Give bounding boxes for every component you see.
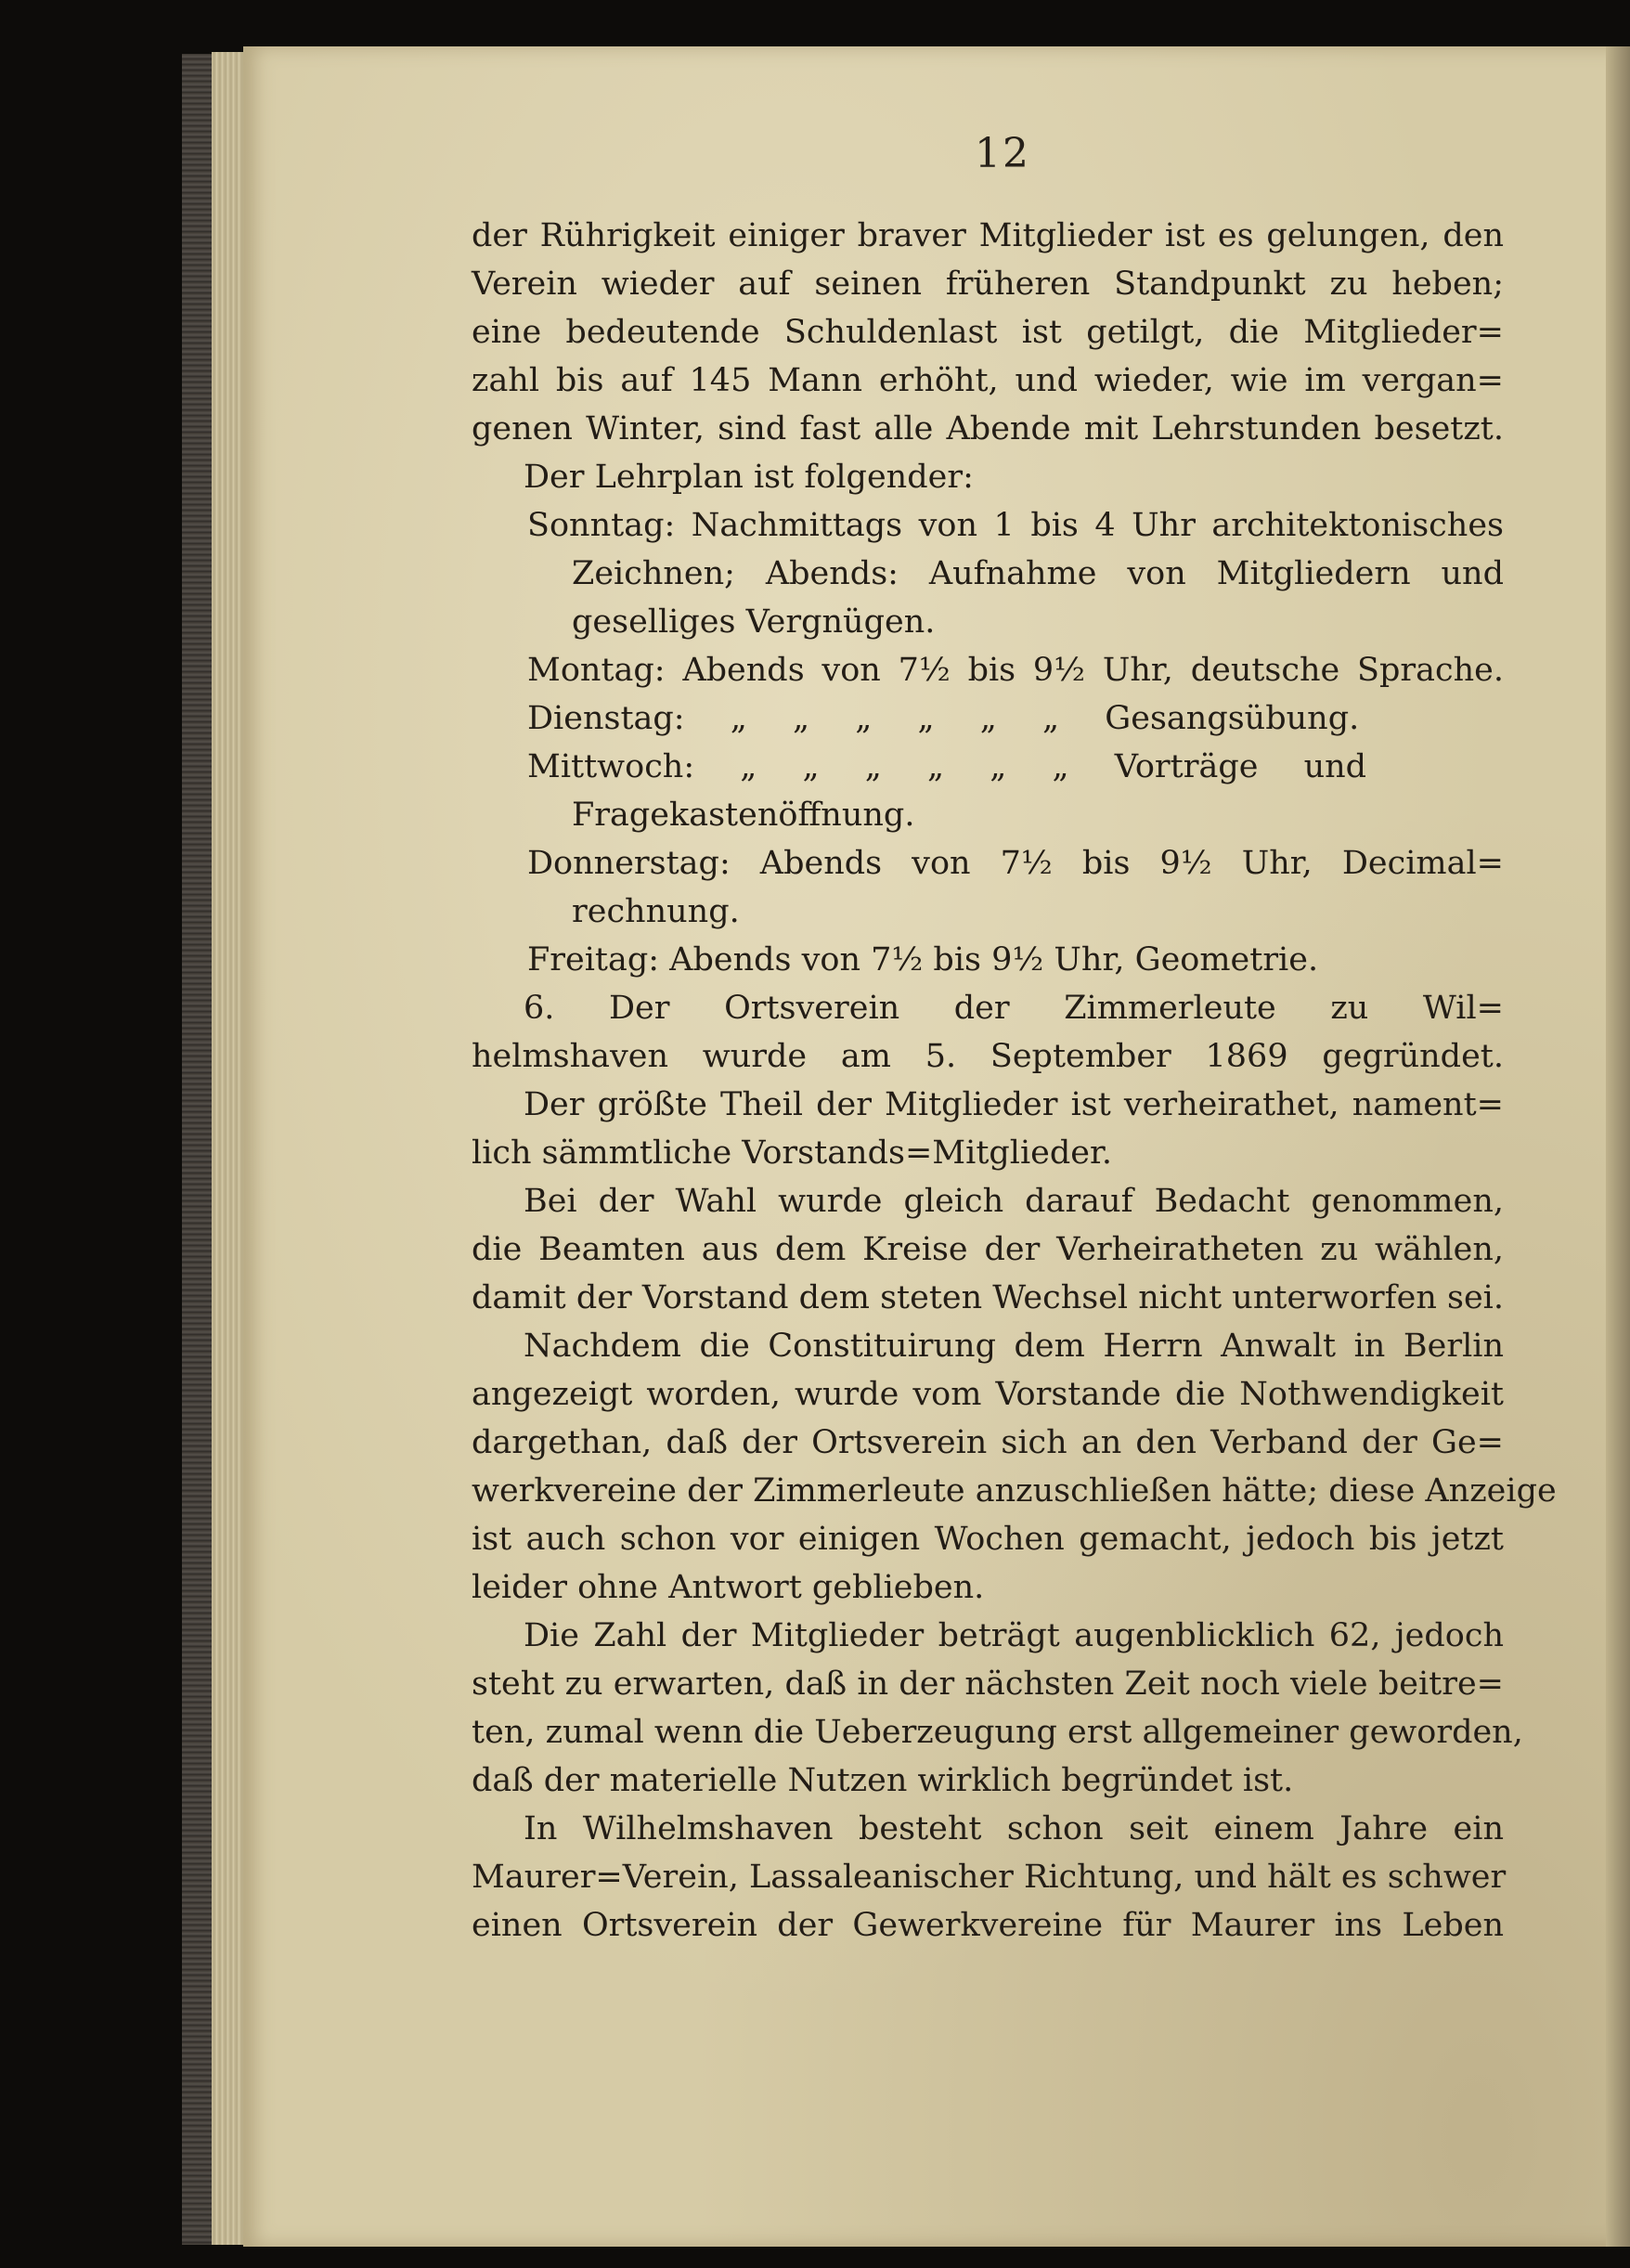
schedule-line: Sonntag: Nachmittags von 1 bis 4 Uhr architektonisches [527, 507, 1504, 544]
text-line: Der größte Theil der Mitglieder ist verheirathet, nament= [524, 1086, 1504, 1123]
text-line: zahl bis auf 145 Mann erhöht, und wieder, wie im vergan= [472, 362, 1504, 399]
text-line: daß der materielle Nutzen wirklich begründet ist. [472, 1762, 1294, 1799]
schedule-line: Dienstag: „ „ „ „ „ „ Gesangsübung. [527, 700, 1360, 737]
text-line: Maurer=Verein, Lassaleanischer Richtung, und hält es schwer [472, 1859, 1507, 1896]
text-line: ist auch schon vor einigen Wochen gemacht, jedoch bis jetzt [472, 1521, 1504, 1558]
text-line: einen Ortsverein der Gewerkvereine für Maurer ins Leben [472, 1907, 1504, 1944]
book-spine [182, 54, 215, 2245]
text-line: der Rührigkeit einiger braver Mitglieder ist es gelungen, den [472, 217, 1504, 254]
text-line: Verein wieder auf seinen früheren Standpunkt zu heben; [472, 266, 1504, 303]
text-line: Die Zahl der Mitglieder beträgt augenblicklich 62, jedoch [524, 1617, 1504, 1654]
text-line: In Wilhelmshaven besteht schon seit einem Jahre ein [524, 1810, 1504, 1847]
schedule-line: Freitag: Abends von 7½ bis 9½ Uhr, Geometrie. [527, 941, 1319, 978]
schedule-line: geselliges Vergnügen. [572, 603, 936, 641]
text-line: angezeigt worden, wurde vom Vorstande die Nothwendigkeit [472, 1376, 1504, 1413]
text-line: Bei der Wahl wurde gleich darauf Bedacht genommen, [524, 1183, 1504, 1220]
schedule-line: Zeichnen; Abends: Aufnahme von Mitgliedern und [572, 555, 1504, 592]
text-line: steht zu erwarten, daß in der nächsten Zeit noch viele beitre= [472, 1665, 1504, 1703]
text-line: damit der Vorstand dem steten Wechsel nicht unterworfen sei. [472, 1279, 1504, 1316]
text-line: ten, zumal wenn die Ueberzeugung erst allgemeiner geworden, [472, 1714, 1523, 1751]
schedule-line: Donnerstag: Abends von 7½ bis 9½ Uhr, Decimal= [527, 845, 1504, 882]
facing-page-edge [1606, 46, 1630, 2247]
schedule-line: Mittwoch: „ „ „ „ „ „ Vorträge und [527, 748, 1367, 785]
text-line: dargethan, daß der Ortsverein sich an den Verband der Ge= [472, 1424, 1504, 1461]
text-line: leider ohne Antwort geblieben. [472, 1569, 985, 1606]
page-body-text [472, 212, 1557, 1950]
text-line: lich sämmtliche Vorstands=Mitglieder. [472, 1134, 1113, 1172]
text-line: helmshaven wurde am 5. September 1869 gegründet. [472, 1038, 1504, 1075]
text-line: Der Lehrplan ist folgender: [524, 459, 974, 496]
schedule-line: Montag: Abends von 7½ bis 9½ Uhr, deutsche Sprache. [527, 652, 1504, 689]
text-line: genen Winter, sind fast alle Abende mit Lehrstunden besetzt. [472, 410, 1504, 447]
text-line: werkvereine der Zimmerleute anzuschließen hätte; diese Anzeige [472, 1472, 1557, 1510]
page-number: 12 [975, 130, 1030, 177]
text-line: eine bedeutende Schuldenlast ist getilgt, die Mitglieder= [472, 314, 1504, 351]
text-line: Nachdem die Constituirung dem Herrn Anwalt in Berlin [524, 1328, 1504, 1365]
text-line: die Beamten aus dem Kreise der Verheiratheten zu wählen, [472, 1231, 1504, 1268]
section-heading-line: 6. Der Ortsverein der Zimmerleute zu Wil= [524, 990, 1504, 1027]
schedule-line: Fragekastenöffnung. [572, 797, 915, 834]
schedule-line: rechnung. [572, 893, 740, 930]
